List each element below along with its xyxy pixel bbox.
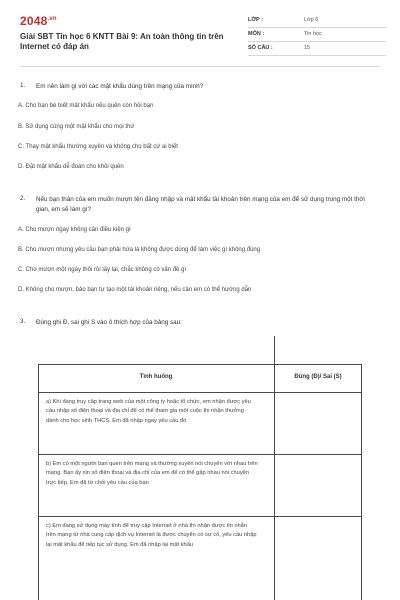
question-number: 3. <box>20 318 26 325</box>
answer-option[interactable]: B. Sử dụng cùng một mật khẩu cho mọi thứ <box>18 124 135 130</box>
question-number: 1. <box>20 82 26 89</box>
document-header <box>20 14 386 60</box>
logo-suffix: .vn <box>47 16 57 22</box>
answer-cell[interactable] <box>278 458 358 513</box>
meta-value: Tin học <box>304 31 322 37</box>
meta-value: 15 <box>304 45 311 51</box>
site-logo[interactable] <box>20 14 57 28</box>
truefalse-table <box>38 336 362 600</box>
question-number: 2. <box>20 195 26 202</box>
answer-option[interactable]: A. Cho bạn bè biết mật khẩu nếu quên còn hỏi bạn <box>18 103 154 109</box>
meta-value: Lớp 6 <box>304 17 319 23</box>
answer-cell[interactable] <box>278 520 358 575</box>
meta-label: SỐ CÂU : <box>248 45 273 51</box>
table-border <box>38 392 362 393</box>
answer-option[interactable]: D. Không cho mượn, bảo bạn tự tạo một tài khoản riêng, nếu cần em có thể hướng dẫn <box>18 287 252 293</box>
meta-info <box>248 14 386 56</box>
table-cell-situation: c) Em đang sử dụng máy tính để truy cập Internet ở nhà thì nhận được tin nhắn trên mạng từ nhà cung cấp dịch vụ Internet là được chuyển có sự cố, yêu cầu nhập lại mật khẩu để tiếp tục sử dụng. Em đã nhập lại mật khẩu <box>46 523 257 548</box>
meta-row-class <box>248 14 386 28</box>
table-cell-situation: b) Em có một người bạn quen trên mạng và thường xuyên nói chuyện với nhau trên mạng. Bạn ấy xin số điện thoại và địa chỉ của em để có thể gặp nhau nói chuyện trực tiếp. Em đã từ chối yêu cầu của bạn <box>46 461 258 486</box>
meta-row-subject <box>248 28 386 42</box>
table-header-situation: Tình huống <box>139 374 173 380</box>
logo-main: 2048 <box>20 14 48 28</box>
meta-label: LỚP : <box>248 17 263 23</box>
answer-option[interactable]: C. Thay mật khẩu thường xuyên và không cho bất cứ ai biết <box>18 144 178 150</box>
table-border <box>38 364 39 600</box>
table-border <box>38 454 362 455</box>
answer-option[interactable]: A. Cho mượn ngay không cần điều kiện gì <box>18 227 131 233</box>
question-text: Đúng ghi Đ, sai ghi S vào ô thích hợp của bảng sau: <box>36 319 182 326</box>
meta-row-count <box>248 42 386 56</box>
table-header-answer: Đúng (Đ)/ Sai (S) <box>294 374 342 380</box>
answer-option[interactable]: D. Đặt mật khẩu dễ đoán cho khỏi quên <box>18 164 124 170</box>
answer-option[interactable]: B. Cho mượn nhưng yêu cầu bạn phải hứa là không được dùng để làm việc gì không đúng <box>18 247 261 253</box>
answer-option[interactable]: C. Cho mượn một ngày thôi rồi lấy lại, chắc không có vấn đề gì <box>18 267 187 273</box>
question-text: Nếu bạn thân của em muốn mượn tên đăng nhập và mật khẩu tài khoản trên mạng của em để sử dụng trong một thời gian, em sẽ làm gì? <box>36 196 365 213</box>
table-border <box>38 516 362 517</box>
table-border <box>361 364 362 600</box>
answer-cell[interactable] <box>278 396 358 451</box>
table-border <box>38 364 362 365</box>
question-text: Em nên làm gì với các mật khẩu dùng trên mạng của mình? <box>36 83 204 90</box>
meta-label: MÔN : <box>248 31 265 37</box>
document-title: Giải SBT Tin học 6 KNTT Bài 9: An toàn thông tin trên Internet có đáp án <box>20 32 224 51</box>
header-divider <box>20 66 380 67</box>
table-cell-situation: a) Khi đang truy cập trang web của một công ty hoặc tổ chức, em nhận được yêu cầu nhập số điện thoại và địa chỉ để có thể tham gia một cuộc thi nhận thưởng dành cho học sinh THCS. Em đã nhập ngay yêu cầu đó <box>46 399 251 424</box>
